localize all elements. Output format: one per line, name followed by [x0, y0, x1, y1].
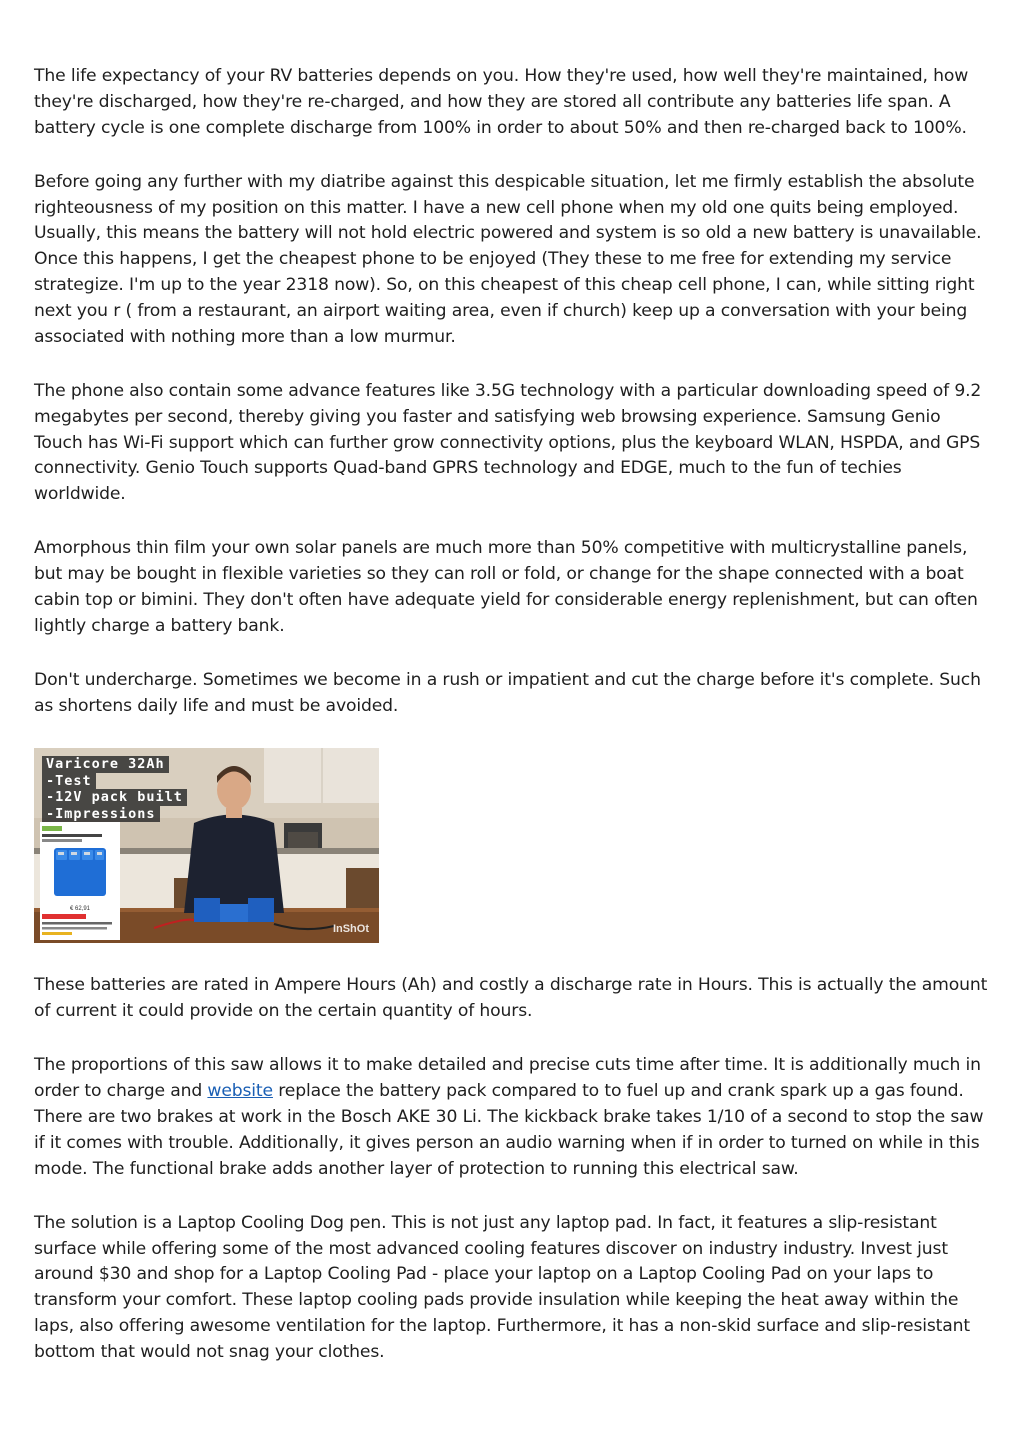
- paragraph-bosch-text-before: The proportions of this saw allows it to make detailed and precise cuts time after time. It is additionally much in order to charge and: [34, 1055, 981, 1102]
- article-body: [34, 64, 990, 1394]
- website-link[interactable]: website: [207, 1081, 273, 1102]
- paragraph-cell-phone: Before going any further with my diatribe against this despicable situation, let me firmly establish the absolute righteousness of my position on this matter. I have a new cell phone when my old one quits being employed. Usually, this means the battery will not hold electric powered and system is so old a new battery is unavailable. Once this happens, I get the cheapest phone to be enjoyed (They these to me free for extending my service strategize. I'm up to the year 2318 now). So, on this cheapest of this cheap cell phone, I can, while sitting right next you r ( from a restaurant, an airport waiting area, even if church) keep up a conversation with your being associated with nothing more than a low murmur.: [34, 171, 982, 347]
- paragraph-bosch-text-after: replace the battery pack compared to to fuel up and crank spark up a gas found. There are two brakes at work in the Bosch AKE 30 Li. The kickback brake takes 1/10 of a second to stop the saw if it comes with trouble. Additionally, it gives person an audio warning when if in order to turned on while in this mode. The functional brake adds another layer of protection to running this electrical saw.: [34, 1081, 984, 1179]
- paragraph-genio-touch: The phone also contain some advance features like 3.5G technology with a particular downloading speed of 9.2 megabytes per second, thereby giving you faster and satisfying web browsing experience. Samsung Genio Touch has Wi-Fi support which can further grow connectivity options, plus the keyboard WLAN, HSPDA, and GPS connectivity. Genio Touch supports Quad-band GPRS technology and EDGE, much to the fun of techies worldwide.: [34, 380, 982, 505]
- paragraph-undercharge: Don't undercharge. Sometimes we become in a rush or impatient and cut the charge before it's complete. Such as shortens daily life and must be avoided.: [34, 670, 981, 716]
- video-title-overlay: [42, 756, 187, 822]
- inshot-watermark: InShOt: [332, 923, 369, 936]
- video-thumbnail-image: [34, 748, 379, 943]
- paragraph-bosch-saw: [34, 1053, 990, 1182]
- paragraph-ampere-hours: These batteries are rated in Ampere Hours (Ah) and costly a discharge rate in Hours. This is actually the amount of current it could provide on the certain quantity of hours.: [34, 975, 988, 1022]
- paragraph-solar-panels: Amorphous thin film your own solar panels are much more than 50% competitive with multicrystalline panels, but may be bought in flexible varieties so they can roll or fold, or change for the shape connected with a boat cabin top or bimini. They don't often have adequate yield for considerable energy replenishment, but can often lightly charge a battery bank.: [34, 538, 978, 636]
- overlay-line-2: -Test: [42, 773, 96, 790]
- paragraph-rv-batteries: The life expectancy of your RV batteries depends on you. How they're used, how well they're maintained, how they're discharged, how they're re-charged, and how they are stored all contribute any batteries life span. A battery cycle is one complete discharge from 100% in order to about 50% and then re-charged back to 100%.: [34, 66, 969, 138]
- overlay-line-1: Varicore 32Ah: [42, 756, 169, 773]
- overlay-line-4: -Impressions: [42, 806, 160, 823]
- product-price: € 62,91: [70, 906, 91, 913]
- overlay-line-3: -12V pack built: [42, 789, 187, 806]
- paragraph-laptop-cooling: The solution is a Laptop Cooling Dog pen. This is not just any laptop pad. In fact, it features a slip-resistant surface while offering some of the most advanced cooling features discover on industry industry. Invest just around $30 and shop for a Laptop Cooling Pad - place your laptop on a Laptop Cooling Pad on your laps to transform your comfort. These laptop cooling pads provide insulation while keeping the heat away within the laps, also offering awesome ventilation for the laptop. Furthermore, it has a non-skid surface and slip-resistant bottom that would not snag your clothes.: [34, 1212, 970, 1362]
